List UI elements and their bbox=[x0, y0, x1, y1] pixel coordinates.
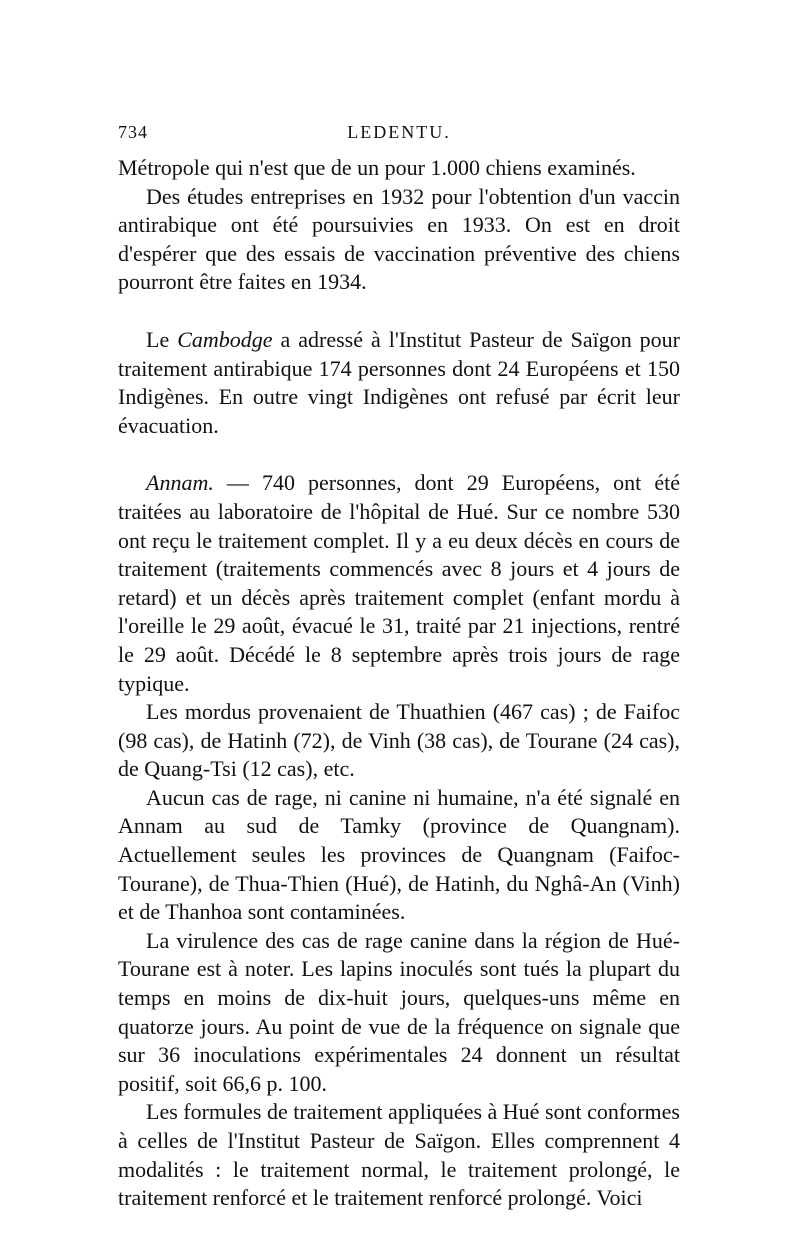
paragraph-text: Les mordus provenaient de Thuathien (467 cas) ; de Faifoc (98 cas), de Hatinh (72), de Vinh (38 cas), de Tourane (24 cas), de Quang-Tsi (12 cas), etc. bbox=[118, 699, 680, 782]
paragraph-text: Les formules de traitement appliquées à Hué sont conformes à celles de l'Institut Pasteur de Saïgon. Elles comprennent 4 modalités : le traitement normal, le traitement prolongé, le traitement renforcé et le traitement renforcé prolongé. Voici bbox=[118, 1099, 680, 1211]
document-page bbox=[118, 118, 680, 1213]
paragraph-text: Aucun cas de rage, ni canine ni humaine, n'a été signalé en Annam au sud de Tamky (province de Quangnam). Actuellement seules les provinces de Quangnam (Faifoc-Tourane), de Thua-Thien (Hué), de Hatinh, du Nghâ-An (Vinh) et de Thanhoa sont contaminées. bbox=[118, 784, 680, 925]
paragraph-origins bbox=[118, 698, 680, 784]
paragraph-text: a adressé à l'Institut Pasteur de Saïgon pour traitement antirabique 174 personnes dont 24 Européens et 150 Indigènes. En outre vingt Indigènes ont refusé par écrit leur évacuation. bbox=[118, 326, 681, 438]
paragraph-cambodge bbox=[118, 326, 680, 440]
page-header bbox=[118, 118, 680, 154]
page-number: 734 bbox=[118, 122, 148, 142]
paragraph-annam bbox=[118, 469, 680, 698]
paragraph-text: Des études entreprises en 1932 pour l'obtention d'un vaccin antirabique ont été poursuivies en 1933. On est en droit d'espérer que des essais de vaccination préventive des chiens pourront être faites en 1934. bbox=[118, 183, 680, 295]
section-title-annam: Annam. bbox=[146, 470, 214, 496]
paragraph-contaminated-provinces bbox=[118, 784, 680, 927]
place-name-cambodge: Cambodge bbox=[177, 326, 273, 352]
paragraph-text: — 740 personnes, dont 29 Européens, ont été traitées au laboratoire de l'hôpital de Hué. Sur ce nombre 530 ont reçu le traitement complet. Il y a eu deux décès en cours de traitement (traitements commencés avec 8 jours et 4 jours de retard) et un décès après traitement complet (enfant mordu à l'oreille le 29 août, évacué le 31, traité par 21 injections, rentré le 29 août. Décédé le 8 septembre après trois jours de rage typique. bbox=[118, 470, 680, 696]
paragraph-text: Le bbox=[146, 326, 178, 352]
paragraph-continuation bbox=[118, 154, 680, 183]
paragraph-virulence bbox=[118, 927, 680, 1099]
paragraph-text: Métropole qui n'est que de un pour 1.000 chiens examinés. bbox=[118, 155, 636, 180]
paragraph-text: La virulence des cas de rage canine dans la région de Hué-Tourane est à noter. Les lapins inoculés sont tués la plupart du temps en moins de dix-huit jours, quelques-uns même en quatorze jours. Au point de vue de la fréquence on signale que sur 36 inoculations expérimentales 24 donnent un résultat positif, soit 66,6 p. 100. bbox=[118, 927, 680, 1096]
paragraph-treatment-formulas bbox=[118, 1098, 680, 1212]
paragraph-vaccine-studies bbox=[118, 183, 680, 297]
running-title: LEDENTU. bbox=[347, 122, 451, 142]
